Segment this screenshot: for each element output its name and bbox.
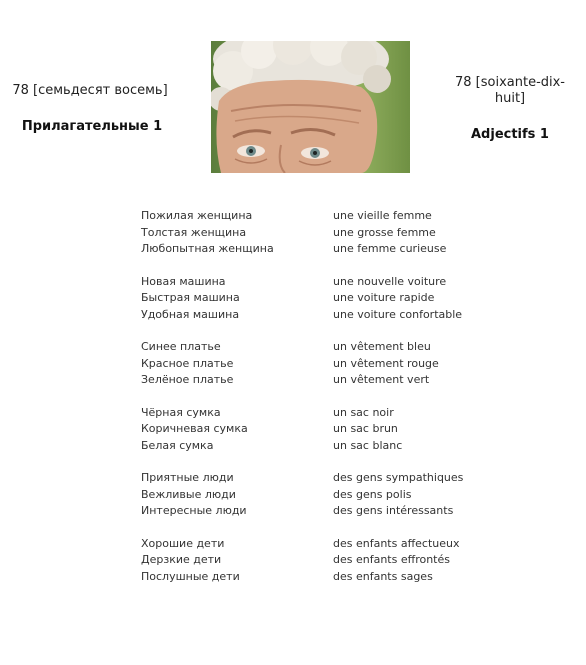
vocab-group [141,405,501,455]
phrase-ru: Чёрная сумка [141,405,221,419]
lesson-number-fr: 78 [soixante-dix-huit] [454,75,566,106]
vocab-row [141,438,501,455]
lesson-title-fr: Adjectifs 1 [471,127,549,142]
vocab-row [141,421,501,438]
vocabulary-list [141,208,501,601]
phrase-ru: Удобная машина [141,307,240,321]
vocab-row [141,225,501,242]
phrase-ru: Послушные дети [141,569,240,583]
phrase-fr: un sac brun [333,422,398,435]
phrase-fr: une nouvelle voiture [333,274,447,288]
lesson-number-ru: 78 [семьдесят восемь] [12,83,168,98]
phrase-ru: Коричневая сумка [141,422,248,435]
phrase-fr: des gens intéressants [333,504,454,517]
phrase-fr: un vêtement rouge [333,356,439,370]
phrase-ru: Зелёное платье [141,373,234,386]
phrase-ru: Быстрая машина [141,291,240,304]
phrase-fr: un sac noir [333,405,394,419]
vocab-row [141,552,501,569]
vocab-row [141,536,501,553]
vocab-row [141,405,501,422]
phrase-fr: une grosse femme [333,225,436,239]
vocab-group [141,339,501,389]
phrase-fr: un sac blanc [333,438,403,452]
vocab-group [141,536,501,586]
vocab-row [141,372,501,389]
vocab-row [141,307,501,324]
lesson-header [0,0,586,190]
vocab-group [141,208,501,258]
lesson-title-ru: Прилагательные 1 [21,119,163,134]
phrase-ru: Красное платье [141,356,234,370]
phrase-ru: Пожилая женщина [141,209,253,222]
phrase-fr: une voiture rapide [333,291,435,304]
phrase-ru: Хорошие дети [141,536,225,550]
phrase-fr: des gens sympathiques [333,471,464,484]
phrase-ru: Любопытная женщина [141,242,274,255]
phrase-ru: Вежливые люди [141,487,236,501]
phrase-ru: Новая машина [141,274,226,288]
phrase-fr: un vêtement bleu [333,340,431,353]
phrase-ru: Толстая женщина [141,225,247,239]
vocab-row [141,470,501,487]
vocab-row [141,241,501,258]
vocab-row [141,503,501,520]
phrase-ru: Синее платье [141,340,221,353]
phrase-fr: des enfants affectueux [333,536,460,550]
vocab-row [141,487,501,504]
phrase-fr: un vêtement vert [333,373,430,386]
phrase-fr: des enfants sages [333,569,433,583]
phrase-fr: des gens polis [333,487,412,501]
phrase-fr: une vieille femme [333,209,432,222]
phrase-ru: Интересные люди [141,504,247,517]
phrase-ru: Дерзкие дети [141,553,222,566]
phrase-fr: une voiture confortable [333,307,463,321]
vocab-group [141,274,501,324]
vocab-row [141,569,501,586]
elderly-woman-illustration [211,41,410,173]
vocab-row [141,356,501,373]
phrase-ru: Белая сумка [141,438,214,452]
vocab-group [141,470,501,520]
vocab-row [141,274,501,291]
vocab-row [141,339,501,356]
vocab-row [141,290,501,307]
phrase-fr: une femme curieuse [333,242,447,255]
phrase-ru: Приятные люди [141,471,234,484]
elderly-woman-photo [211,41,410,173]
phrase-fr: des enfants effrontés [333,553,450,566]
vocab-row [141,208,501,225]
